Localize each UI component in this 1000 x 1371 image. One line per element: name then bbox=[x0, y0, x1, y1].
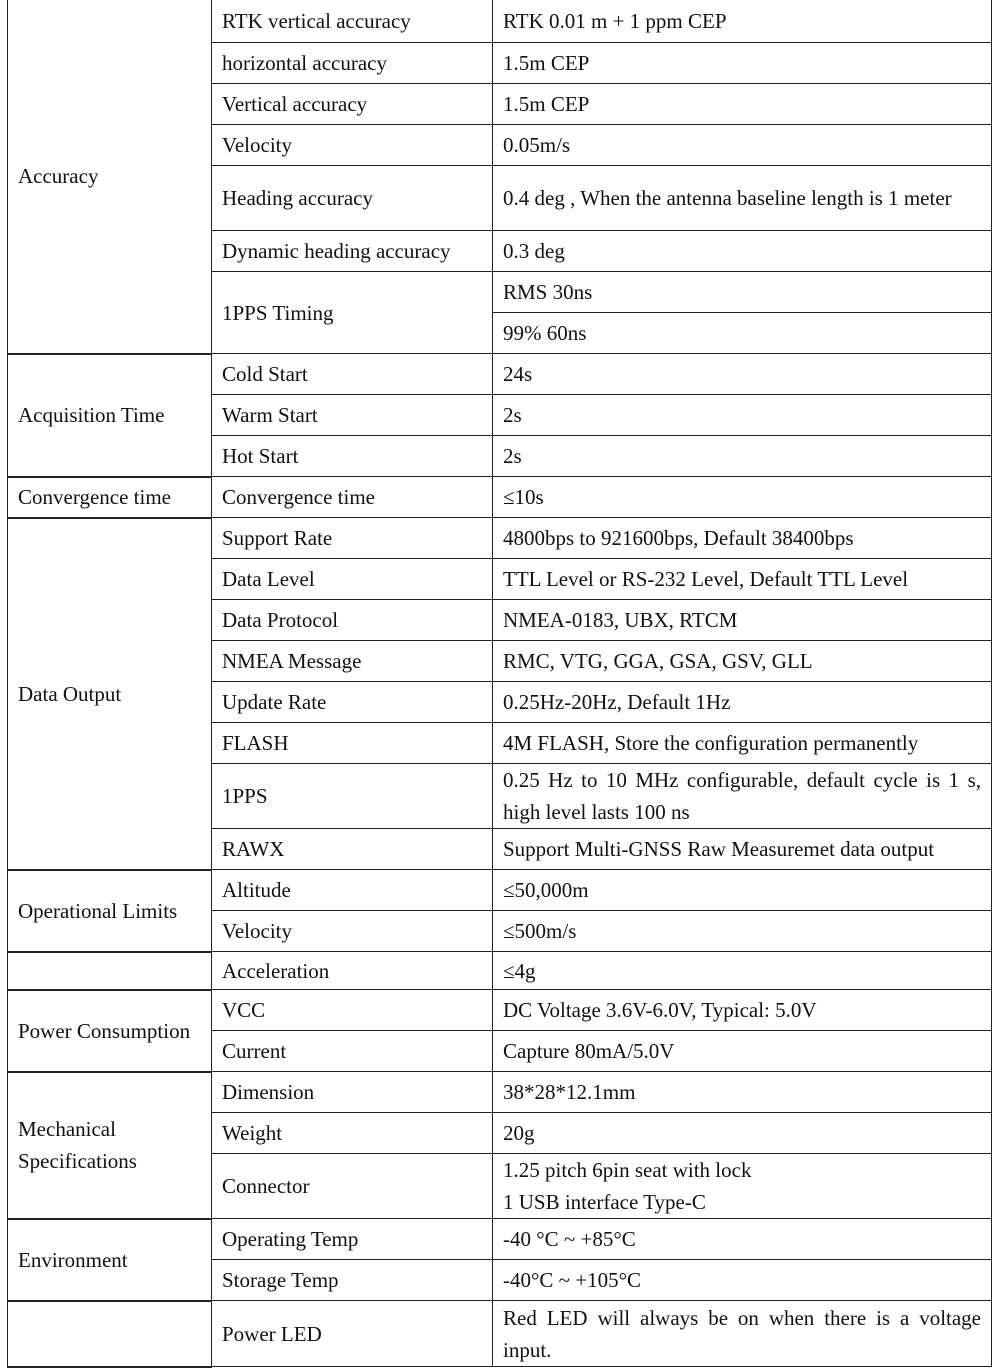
param-cell: Velocity bbox=[212, 125, 493, 166]
value-cell: Support Multi-GNSS Raw Measuremet data output bbox=[493, 829, 992, 870]
param-cell: Support Rate bbox=[212, 518, 493, 559]
param-cell: Weight bbox=[212, 1113, 493, 1154]
value-cell: 38*28*12.1mm bbox=[493, 1072, 992, 1113]
param-cell: Cold Start bbox=[212, 354, 493, 395]
value-cell: RMS 30ns bbox=[493, 272, 992, 313]
table-row bbox=[8, 1072, 992, 1113]
table-row bbox=[8, 952, 992, 990]
value-cell: 4800bps to 921600bps, Default 38400bps bbox=[493, 518, 992, 559]
param-cell: Heading accuracy bbox=[212, 166, 493, 231]
param-cell: Connector bbox=[212, 1154, 493, 1219]
param-cell: RTK vertical accuracy bbox=[212, 0, 493, 43]
category-power-consumption: Power Consumption bbox=[8, 990, 212, 1072]
param-cell: Data Protocol bbox=[212, 600, 493, 641]
param-cell: Current bbox=[212, 1031, 493, 1072]
value-cell: DC Voltage 3.6V-6.0V, Typical: 5.0V bbox=[493, 990, 992, 1031]
value-cell: 0.25 Hz to 10 MHz configurable, default cycle is 1 s, high level lasts 100 ns bbox=[493, 764, 992, 829]
param-cell: NMEA Message bbox=[212, 641, 493, 682]
table-row bbox=[8, 354, 992, 395]
spec-table bbox=[7, 0, 992, 1368]
value-cell: 1.5m CEP bbox=[493, 43, 992, 84]
value-cell: 0.4 deg , When the antenna baseline length is 1 meter bbox=[493, 166, 992, 231]
category-convergence-time: Convergence time bbox=[8, 477, 212, 518]
param-cell: VCC bbox=[212, 990, 493, 1031]
param-cell: FLASH bbox=[212, 723, 493, 764]
value-cell: RTK 0.01 m + 1 ppm CEP bbox=[493, 0, 992, 43]
value-cell: 1.5m CEP bbox=[493, 84, 992, 125]
category-mechanical-specifications: Mechanical Specifications bbox=[8, 1072, 212, 1219]
value-cell: Red LED will always be on when there is a voltage input. bbox=[493, 1301, 992, 1367]
param-cell: Warm Start bbox=[212, 395, 493, 436]
connector-line-2: 1 USB interface Type-C bbox=[503, 1190, 706, 1214]
value-cell: 2s bbox=[493, 436, 992, 477]
param-cell: RAWX bbox=[212, 829, 493, 870]
value-cell: 99% 60ns bbox=[493, 313, 992, 354]
value-cell: 4M FLASH, Store the configuration permanently bbox=[493, 723, 992, 764]
param-cell: Dynamic heading accuracy bbox=[212, 231, 493, 272]
value-cell: 0.25Hz-20Hz, Default 1Hz bbox=[493, 682, 992, 723]
category-environment: Environment bbox=[8, 1219, 212, 1301]
table-row bbox=[8, 518, 992, 559]
value-cell: 20g bbox=[493, 1113, 992, 1154]
table-row bbox=[8, 1219, 992, 1260]
value-cell: ≤50,000m bbox=[493, 870, 992, 911]
table-row bbox=[8, 0, 992, 43]
param-cell: Velocity bbox=[212, 911, 493, 952]
value-cell: ≤10s bbox=[493, 477, 992, 518]
value-cell: ≤4g bbox=[493, 952, 992, 990]
value-cell: ≤500m/s bbox=[493, 911, 992, 952]
value-cell: -40 °C ~ +85°C bbox=[493, 1219, 992, 1260]
param-cell: Power LED bbox=[212, 1301, 493, 1367]
value-cell: -40°C ~ +105°C bbox=[493, 1260, 992, 1301]
value-cell: 24s bbox=[493, 354, 992, 395]
param-cell: 1PPS Timing bbox=[212, 272, 493, 354]
value-cell: 2s bbox=[493, 395, 992, 436]
table-row bbox=[8, 990, 992, 1031]
param-cell: Dimension bbox=[212, 1072, 493, 1113]
param-cell: Altitude bbox=[212, 870, 493, 911]
category-acquisition-time: Acquisition Time bbox=[8, 354, 212, 477]
param-cell: Acceleration bbox=[212, 952, 493, 990]
table-row bbox=[8, 1301, 992, 1367]
param-cell: Update Rate bbox=[212, 682, 493, 723]
param-cell: horizontal accuracy bbox=[212, 43, 493, 84]
connector-line-1: 1.25 pitch 6pin seat with lock bbox=[503, 1158, 752, 1182]
category-empty bbox=[8, 952, 212, 990]
category-accuracy: Accuracy bbox=[8, 0, 212, 354]
category-indicator bbox=[8, 1301, 212, 1367]
param-cell: Hot Start bbox=[212, 436, 493, 477]
param-cell: Convergence time bbox=[212, 477, 493, 518]
value-cell: NMEA-0183, UBX, RTCM bbox=[493, 600, 992, 641]
value-cell bbox=[493, 1154, 992, 1219]
param-cell: 1PPS bbox=[212, 764, 493, 829]
param-cell: Storage Temp bbox=[212, 1260, 493, 1301]
value-cell: Capture 80mA/5.0V bbox=[493, 1031, 992, 1072]
category-operational-limits: Operational Limits bbox=[8, 870, 212, 952]
table-row bbox=[8, 477, 992, 518]
value-cell: 0.3 deg bbox=[493, 231, 992, 272]
value-cell: 0.05m/s bbox=[493, 125, 992, 166]
category-data-output: Data Output bbox=[8, 518, 212, 870]
table-row bbox=[8, 870, 992, 911]
param-cell: Operating Temp bbox=[212, 1219, 493, 1260]
value-cell: RMC, VTG, GGA, GSA, GSV, GLL bbox=[493, 641, 992, 682]
value-cell: TTL Level or RS-232 Level, Default TTL Level bbox=[493, 559, 992, 600]
param-cell: Data Level bbox=[212, 559, 493, 600]
param-cell: Vertical accuracy bbox=[212, 84, 493, 125]
